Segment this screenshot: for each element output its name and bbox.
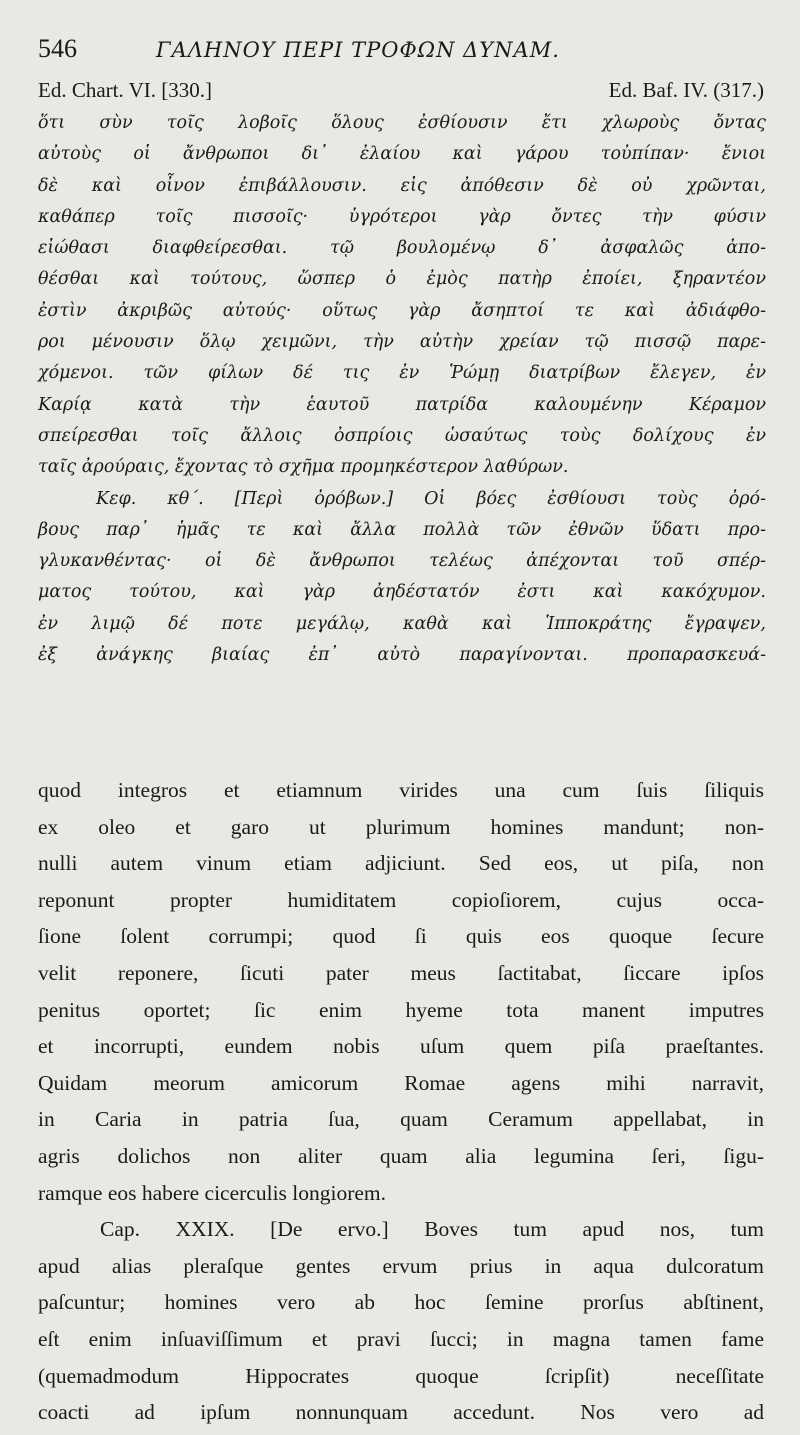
greek-chapter-heading-line: Κεφ. κθ΄. [Περὶ ὀρόβων.] Οἱ βόες ἐσθίουσι τοὺς ὀρό- — [96, 488, 766, 509]
greek-line: σπείρεσθαι τοῖς ἄλλοις ὀσπρίοις ὡσαύτως τοὺς δολίχους ἐν — [38, 425, 766, 446]
latin-line: ex oleo et garo ut plurimum homines mandunt; non- — [38, 814, 764, 839]
latin-line: coacti ad ipſum nonnunquam accedunt. Nos vero ad — [38, 1400, 764, 1425]
latin-line: nulli autem vinum etiam adjiciunt. Sed eos, ut piſa, non — [38, 851, 764, 876]
edition-references — [38, 78, 764, 108]
latin-chapter-heading-line: Cap. XXIX. [De ervo.] Boves tum apud nos, tum — [100, 1217, 764, 1242]
greek-line: ἐστὶν ἀκριβῶς αὐτούς· οὕτως γὰρ ἄσηπτοί τε καὶ ἀδιάφθο- — [38, 300, 766, 321]
latin-line: agris dolichos non aliter quam alia legumina ſeri, ſigu- — [38, 1143, 764, 1168]
page-number: 546 — [38, 34, 77, 63]
latin-line: ramque eos habere cicerculis longiorem. — [38, 1180, 387, 1205]
greek-line: ταῖς ἀρούραις, ἔχοντας τὸ σχῆμα προμηκέστερον λαθύρων. — [38, 457, 569, 478]
latin-line: penitus oportet; ſic enim hyeme tota manent imputres — [38, 997, 764, 1022]
greek-line: δὲ καὶ οἶνον ἐπιβάλλουσιν. εἰς ἀπόθεσιν δὲ οὐ χρῶνται, — [38, 175, 766, 196]
latin-line: Quidam meorum amicorum Romae agens mihi narravit, — [38, 1070, 764, 1095]
greek-line: βους παρ᾽ ἡμᾶς τε καὶ ἄλλα πολλὰ τῶν ἐθνῶν ὕδατι προ- — [38, 519, 766, 540]
greek-line: ὅτι σὺν τοῖς λοβοῖς ὅλους ἐσθίουσιν ἔτι χλωροὺς ὄντας — [38, 113, 766, 133]
chartier-edition-reference: Ed. Chart. VI. [330.] — [38, 78, 212, 102]
latin-line: reponunt propter humiditatem copioſiorem, cujus occa- — [38, 887, 764, 912]
greek-line: γλυκανθέντας· οἱ δὲ ἄνθρωποι τελέως ἀπέχονται τοῦ σπέρ- — [38, 551, 766, 572]
latin-line: eſt enim inſuaviſſimum et pravi ſucci; in magna tamen fame — [38, 1326, 764, 1351]
latin-line: apud alias pleraſque gentes ervum prius in aqua dulcoratum — [38, 1253, 764, 1278]
greek-line: Καρίᾳ κατὰ τὴν ἑαυτοῦ πατρίδα καλουμένην Κέραμον — [38, 394, 766, 415]
greek-line: καθάπερ τοῖς πισσοῖς· ὑγρότεροι γὰρ ὄντες τὴν φύσιν — [38, 206, 766, 227]
running-title: ΓΑΛΗΝΟΥ ΠΕΡΙ ΤΡΟΦΩΝ ΔΥΝΑΜ. — [156, 38, 560, 62]
greek-text-block — [38, 108, 766, 671]
running-head — [38, 28, 764, 72]
latin-line: et incorrupti, eundem nobis uſum quem piſa praeſtantes. — [38, 1034, 764, 1059]
latin-line: ſione ſolent corrumpi; quod ſi quis eos quoque ſecure — [38, 924, 764, 949]
latin-line: (quemadmodum Hippocrates quoque ſcripſit) neceſſitate — [38, 1363, 764, 1388]
basel-edition-reference: Ed. Baf. IV. (317.) — [608, 78, 764, 102]
latin-line: in Caria in patria ſua, quam Ceramum appellabat, in — [38, 1107, 764, 1132]
latin-line: velit reponere, ſicuti pater meus ſactitabat, ſiccare ipſos — [38, 960, 764, 985]
greek-line: εἰώθασι διαφθείρεσθαι. τῷ βουλομένῳ δ᾽ ἀσφαλῶς ἀπο- — [38, 238, 766, 259]
greek-line: αὐτοὺς οἱ ἄνθρωποι δι᾽ ἐλαίου καὶ γάρου τοὐπίπαν· ἔνιοι — [38, 144, 766, 165]
latin-text-block — [38, 772, 764, 1431]
latin-line: quod integros et etiamnum virides una cum ſuis ſiliquis — [38, 778, 764, 802]
greek-line: ἐξ ἀνάγκης βιαίας ἐπ᾽ αὐτὸ παραγίνονται. προπαρασκευά- — [38, 645, 766, 666]
latin-line: paſcuntur; homines vero ab hoc ſemine prorſus abſtinent, — [38, 1290, 764, 1315]
greek-line: ροι μένουσιν ὅλῳ χειμῶνι, τὴν αὐτὴν χρείαν τῷ πισσῷ παρε- — [38, 332, 766, 353]
greek-line: ἐν λιμῷ δέ ποτε μεγάλῳ, καθὰ καὶ Ἱπποκράτης ἔγραψεν, — [38, 613, 766, 634]
greek-line: χόμενοι. τῶν φίλων δέ τις ἐν Ῥώμῃ διατρίβων ἔλεγεν, ἐν — [38, 363, 766, 384]
greek-line: ματος τούτου, καὶ γὰρ ἀηδέστατόν ἐστι καὶ κακόχυμον. — [38, 582, 766, 603]
greek-line: θέσθαι καὶ τούτους, ὥσπερ ὁ ἐμὸς πατὴρ ἐποίει, ξηραντέον — [38, 269, 766, 290]
